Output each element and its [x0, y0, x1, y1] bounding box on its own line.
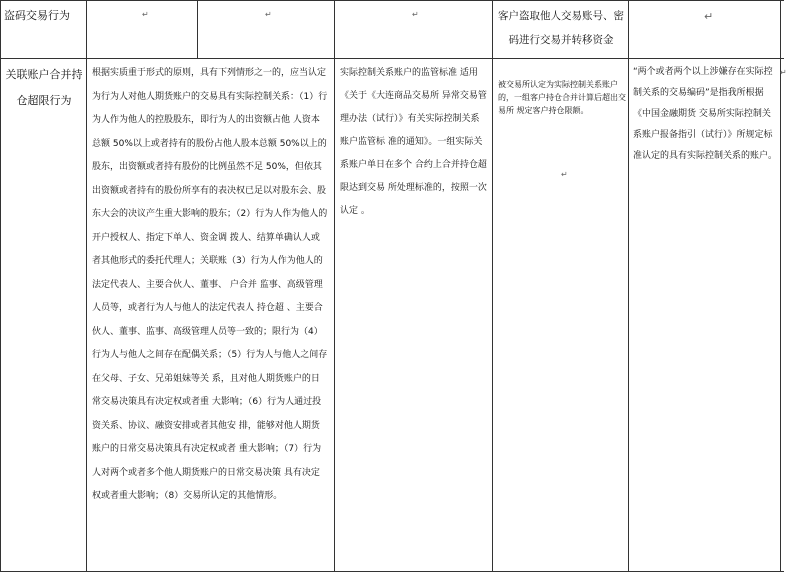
- paragraph-return-mark: ↵: [704, 10, 714, 23]
- col-border-2: [334, 0, 335, 572]
- col-border-4: [628, 0, 629, 572]
- cell-end-mark: ↵: [561, 170, 568, 179]
- col-border-3: [492, 0, 493, 572]
- row-standard: [340, 62, 488, 223]
- col-border-5: [780, 0, 781, 572]
- description-text: 被交易所认定为实际控制关系账户的，一组客户持仓合并计算后超出交易所 规定客户持仓限额。: [498, 80, 626, 115]
- table-top-border: [0, 0, 784, 1]
- cell-end-mark: ↵: [265, 10, 272, 19]
- row-note: [633, 62, 778, 167]
- header-cell-behavior: [4, 7, 86, 25]
- cell-end-mark: ↵: [142, 10, 149, 19]
- criteria-text: 根据实质重于形式的原则，具有下列情形之一的，应当认定为行为人对他人期货账户的交易具有实际控制关系：（1）行为人作为他人的控股股东，即行为人的出资额占他 人资本总额 50%以上或者持有的股份占他人股本总额 50%以上的股东，出资额或者持有股份的比例虽然不足 50%，但依其出资额或者持有的股份所享有的表决权已足以对股东会、股东大会的决议产生重大影响的股东；（2）行为人作为他人的开户授权人、指定下单人、资金调 拨人、结算单确认人或者其他形式的委托代理人；关联账（3）行为人作为他人的法定代表人、主要合伙人、董事、 户合并 监事、高级管理人员等，或者行为人与他人的法定代表人 持仓超 、主要合伙人、董事、监事、高级管理人员等一致的；限行为（4）行为人与他人之间存在配偶关系；（5）行为人与他人之间存在父母、子女、兄弟姐妹等关 系，且对他人期货账户的日常交易决策具有决定权或者重 大影响；（6）行为人通过投资关系、协议、融资安排或者其他安 排，能够对他人期货账户的日常交易决策具有决定权或者 重大影响；（7）行为人对两个或者多个他人期货账户的日常交易决策 具有决定权或者重大影响；（8）交易所认定的其他情形。: [92, 68, 328, 501]
- behavior-name-text: 关联账户合并持仓超限行为: [5, 68, 83, 107]
- header-description-label: 客户盗取他人交易账号、密码进行交易并转移资金: [498, 10, 624, 46]
- note-text: “两个或者两个以上涉嫌存在实际控制关系的交易编码”是指我所根据《中国金融期货 交易所实际控制关系账户报备指引（试行）》所规定标准认定的具有实际控制关系的账户。: [633, 67, 778, 161]
- table-bottom-border: [0, 571, 784, 572]
- header-behavior-label: 盗码交易行为: [4, 9, 70, 22]
- col-border-0: [0, 0, 1, 572]
- standard-text: 实际控制关系账户的监管标准 适用《关于《大连商品交易所 异常交易管理办法（试行）》有关实际控制关系账户监管标 准的通知》。一组实际关系账户单日在多个 合约上合并持仓超限达到交易 所处理标准的，按照一次认定 。: [340, 68, 487, 216]
- row-criteria: [92, 62, 328, 509]
- col-border-2a: [197, 0, 198, 58]
- cell-end-mark: ↵: [780, 68, 787, 77]
- col-border-1: [86, 0, 87, 572]
- header-sub-border: [86, 58, 492, 59]
- row-behavior-name: [4, 62, 84, 114]
- header-cell-description: [497, 4, 625, 52]
- row-description: [498, 78, 626, 117]
- cell-end-mark: ↵: [412, 10, 419, 19]
